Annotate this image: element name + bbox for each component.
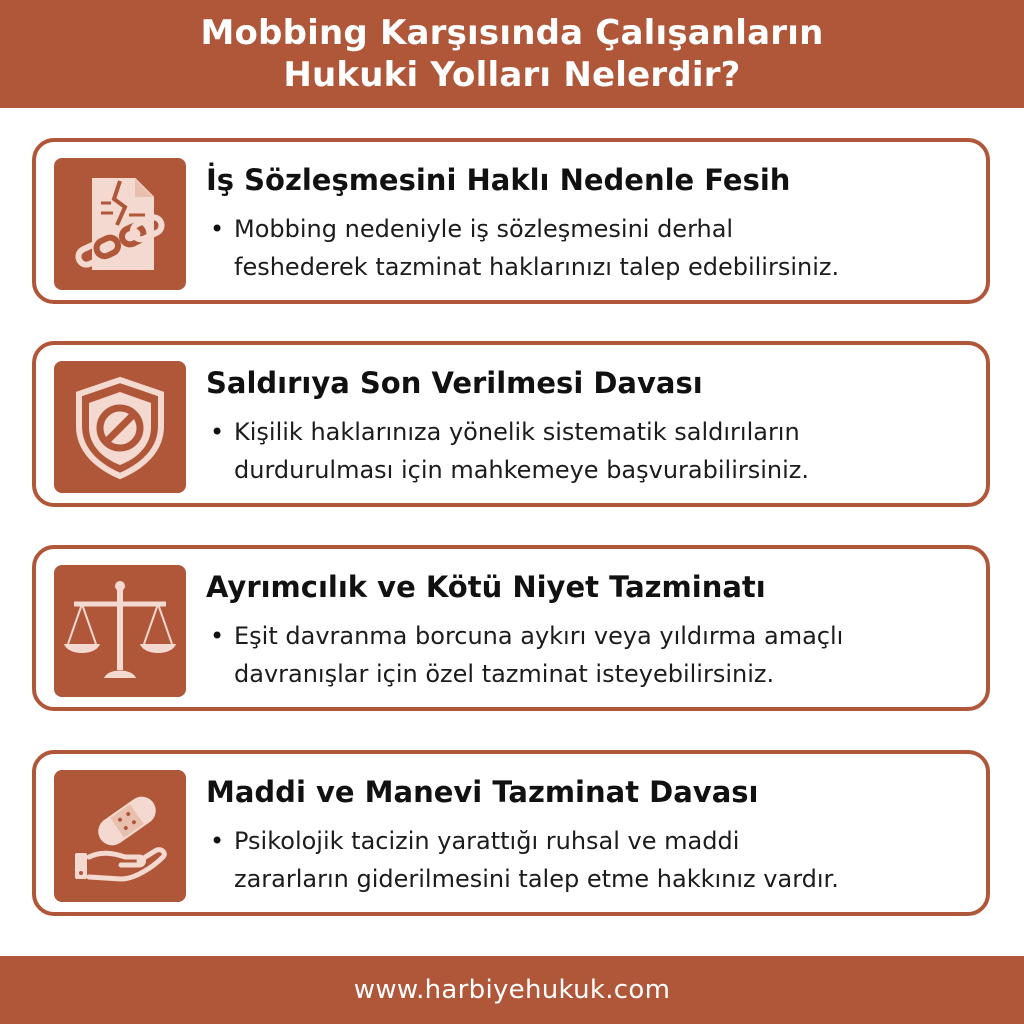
- bullet-point: •: [210, 215, 225, 243]
- card-description: Eşit davranma borcuna aykırı veya yıldırma amaçlı davranışlar için özel tazminat isteyebilirsiniz.: [234, 622, 844, 688]
- card-title: Saldırıya Son Verilmesi Davası: [206, 366, 703, 400]
- page-title: Mobbing Karşısında Çalışanların Hukuki Yolları Nelerdir?: [200, 13, 824, 95]
- card-title: Ayrımcılık ve Kötü Niyet Tazminatı: [206, 570, 766, 604]
- card-stop-attack-lawsuit: [32, 341, 990, 507]
- card-title: Maddi ve Manevi Tazminat Davası: [206, 775, 759, 809]
- card-material-moral-damages: [32, 750, 990, 916]
- card-description: Psikolojik tacizin yarattığı ruhsal ve maddi zararların giderilmesini talep etme hakkınız vardır.: [234, 827, 839, 893]
- website-link[interactable]: www.harbiyehukuk.com: [353, 975, 671, 1005]
- shield-prohibited-icon: [54, 361, 186, 493]
- hand-bandage-icon: [54, 770, 186, 902]
- card-title: İş Sözleşmesini Haklı Nedenle Fesih: [206, 163, 791, 197]
- bullet-point: •: [210, 418, 225, 446]
- card-discrimination-compensation: [32, 545, 990, 711]
- bullet-point: •: [210, 622, 225, 650]
- header-banner: [0, 0, 1024, 108]
- scales-of-justice-icon: [54, 565, 186, 697]
- card-contract-termination: [32, 138, 990, 304]
- bullet-point: •: [210, 827, 225, 855]
- card-description: Mobbing nedeniyle iş sözleşmesini derhal feshederek tazminat haklarınızı talep edebilirsiniz.: [234, 215, 840, 281]
- footer-banner: [0, 956, 1024, 1024]
- card-description: Kişilik haklarınıza yönelik sistematik saldırıların durdurulması için mahkemeye başvurabilirsiniz.: [234, 418, 810, 484]
- broken-contract-chain-icon: [54, 158, 186, 290]
